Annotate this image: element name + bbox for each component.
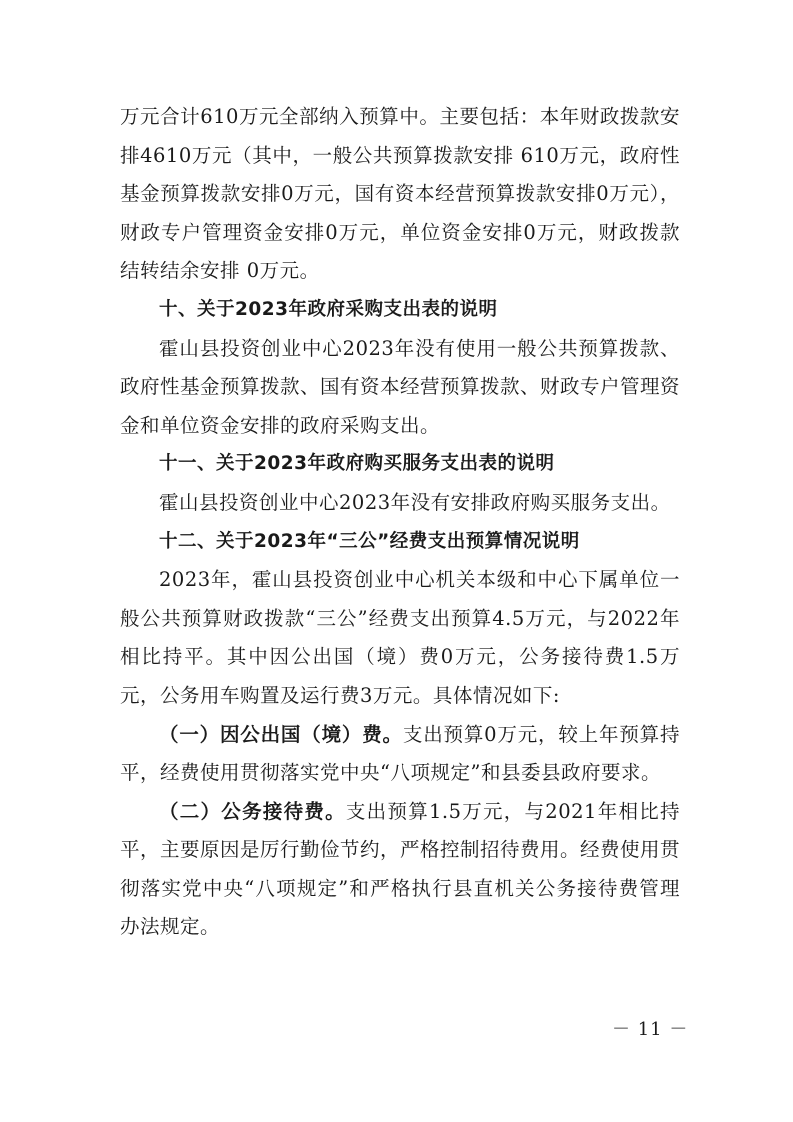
subsection-lead-overseas-travel: （一）因公出国（境）费。	[159, 722, 403, 746]
paragraph-service-purchase: 霍山县投资创业中心2023年没有安排政府购买服务支出。	[159, 490, 671, 514]
document-body	[120, 98, 680, 947]
section-heading-10: 十、关于2023年政府采购支出表的说明	[159, 298, 498, 320]
paragraph-reception	[120, 793, 680, 947]
paragraph-overseas-travel	[120, 716, 680, 793]
subsection-body-overseas-travel: 支出预算0万元，较上年预算持平，经费使用贯彻落实党中央“八项规定”和县委县政府要求。	[120, 722, 680, 785]
paragraph-budget-summary: 万元合计610万元全部纳入预算中。主要包括：本年财政拨款安排4610万元（其中，一般公共预算拨款安排 610万元，政府性基金预算拨款安排0万元，国有资本经营预算拨款安排0万元），财政专户管理资金安排0万元，单位资金安排0万元，财政拨款结转结余安排 0万元。	[120, 105, 680, 283]
section-heading-11: 十一、关于2023年政府购买服务支出表的说明	[159, 453, 555, 475]
paragraph-three-public-expenses: 2023年，霍山县投资创业中心机关本级和中心下属单位一般公共预算财政拨款“三公”经费支出预算4.5万元，与2022年相比持平。其中因公出国（境）费0万元，公务接待费1.5万元，公务用车购置及运行费3万元。具体情况如下:	[120, 568, 680, 707]
subsection-lead-reception: （二）公务接待费。	[159, 799, 346, 823]
paragraph-procurement: 霍山县投资创业中心2023年没有使用一般公共预算拨款、政府性基金预算拨款、国有资本经营预算拨款、财政专户管理资金和单位资金安排的政府采购支出。	[120, 336, 681, 437]
page-number: － 11 －	[612, 1019, 689, 1040]
section-heading-12: 十二、关于2023年“三公”经费支出预算情况说明	[159, 530, 580, 552]
subsection-body-reception: 支出预算1.5万元，与2021年相比持平，主要原因是厉行勤俭节约，严格控制招待费用。经费使用贯彻落实党中央“八项规定”和严格执行县直机关公务接待费管理办法规定。	[120, 799, 681, 939]
